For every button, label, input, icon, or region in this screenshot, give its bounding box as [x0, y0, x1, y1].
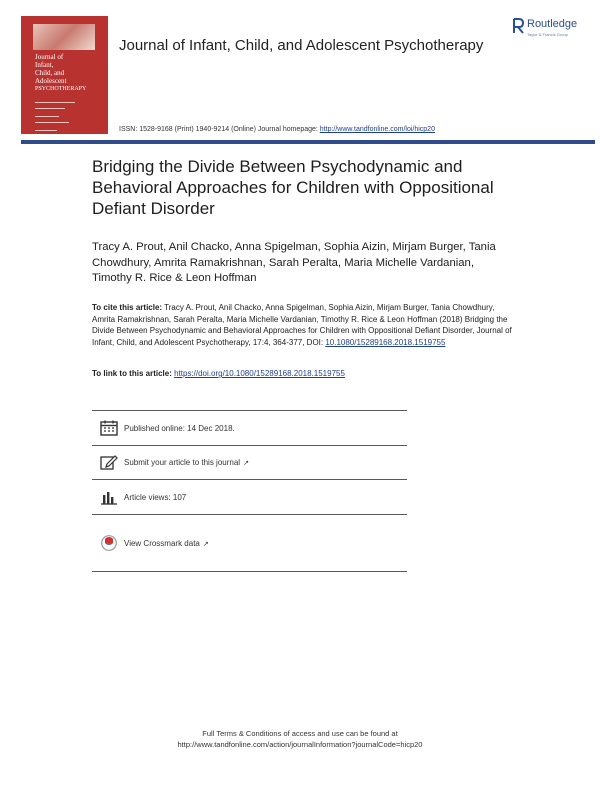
cover-title-line: Infant,	[35, 61, 54, 69]
citation-block	[92, 302, 512, 348]
cover-title-line: Child, and	[35, 69, 65, 77]
article-views: Article views: 107	[124, 493, 187, 502]
cover-title-line: Adolescent	[35, 77, 67, 85]
footer-terms-text: Full Terms & Conditions of access and use can be found at	[202, 729, 398, 738]
publisher-name: Routledge	[527, 18, 578, 30]
cover-text-line	[35, 102, 75, 103]
cite-text: Tracy A. Prout, Anil Chacko, Anna Spigelman, Sophia Aizin, Mirjam Burger, Tania Chowdhury, Amrita Ramakrishnan, Sarah Peralta, Maria Michelle Vardanian, Timothy R. Rice & Leon Hoffman (2018) Bridging the Divide Between Psychodynamic and Behavioral Approaches for Children with Oppositional Defiant Disorder, Journal of Infant, Child, and Adolescent Psychotherapy, 17:4, 364-377, DOI:	[92, 303, 512, 347]
author-list: Tracy A. Prout, Anil Chacko, Anna Spigelman, Sophia Aizin, Mirjam Burger, Tania Chowdhury, Amrita Ramakrishnan, Sarah Peralta, Maria Michelle Vardanian, Timothy R. Rice & Leon Hoffman	[92, 241, 496, 284]
crossmark-link[interactable]	[124, 539, 209, 548]
crossmark-row[interactable]	[92, 515, 407, 572]
bar-chart-icon	[100, 489, 118, 505]
header-divider	[21, 140, 595, 144]
journal-cover-image	[21, 16, 108, 134]
cover-text-line	[35, 108, 65, 109]
crossmark-text: View Crossmark data	[124, 539, 200, 548]
cover-text-line	[35, 130, 57, 131]
submit-article-text: Submit your article to this journal	[124, 458, 241, 467]
issn-text: ISSN: 1528-9168 (Print) 1940-9214 (Online) Journal homepage:	[119, 126, 320, 133]
external-link-icon: ↗	[202, 541, 209, 548]
cover-title-line: Journal of	[35, 53, 64, 61]
publisher-tagline: Taylor & Francis Group	[527, 32, 568, 37]
cite-label: To cite this article:	[92, 303, 163, 312]
submit-article-link[interactable]	[124, 458, 249, 467]
article-title: Bridging the Divide Between Psychodynamic and Behavioral Approaches for Children with Oppositional Defiant Disorder	[92, 157, 494, 218]
edit-icon	[100, 454, 118, 470]
cover-text-line	[35, 116, 59, 117]
doi-link[interactable]: 10.1080/15289168.2018.1519755	[325, 337, 446, 347]
journal-homepage-link[interactable]: http://www.tandfonline.com/loi/hicp20	[319, 126, 435, 133]
crossmark-icon	[100, 535, 118, 551]
issn-line	[119, 126, 435, 133]
routledge-logo-icon	[512, 18, 524, 34]
calendar-icon	[100, 420, 118, 436]
external-link-icon: ↗	[243, 460, 249, 467]
cover-title	[35, 53, 105, 93]
footer	[0, 728, 600, 750]
article-doi-url[interactable]: https://doi.org/10.1080/15289168.2018.1519755	[174, 369, 345, 378]
cover-title-line: PSYCHOTHERAPY	[35, 86, 87, 92]
cover-text-line	[35, 122, 69, 123]
journal-title[interactable]: Journal of Infant, Child, and Adolescent Psychotherapy	[119, 37, 484, 54]
link-label: To link to this article:	[92, 369, 175, 378]
published-date: Published online: 14 Dec 2018.	[124, 424, 235, 433]
published-row	[92, 410, 407, 446]
views-row	[92, 480, 407, 515]
article-link-line	[92, 369, 532, 378]
submit-row[interactable]	[92, 445, 407, 480]
cover-photo	[33, 24, 95, 50]
footer-terms-url[interactable]: http://www.tandfonline.com/action/journalInformation?journalCode=hicp20	[177, 740, 423, 749]
publisher-logo	[512, 16, 594, 42]
